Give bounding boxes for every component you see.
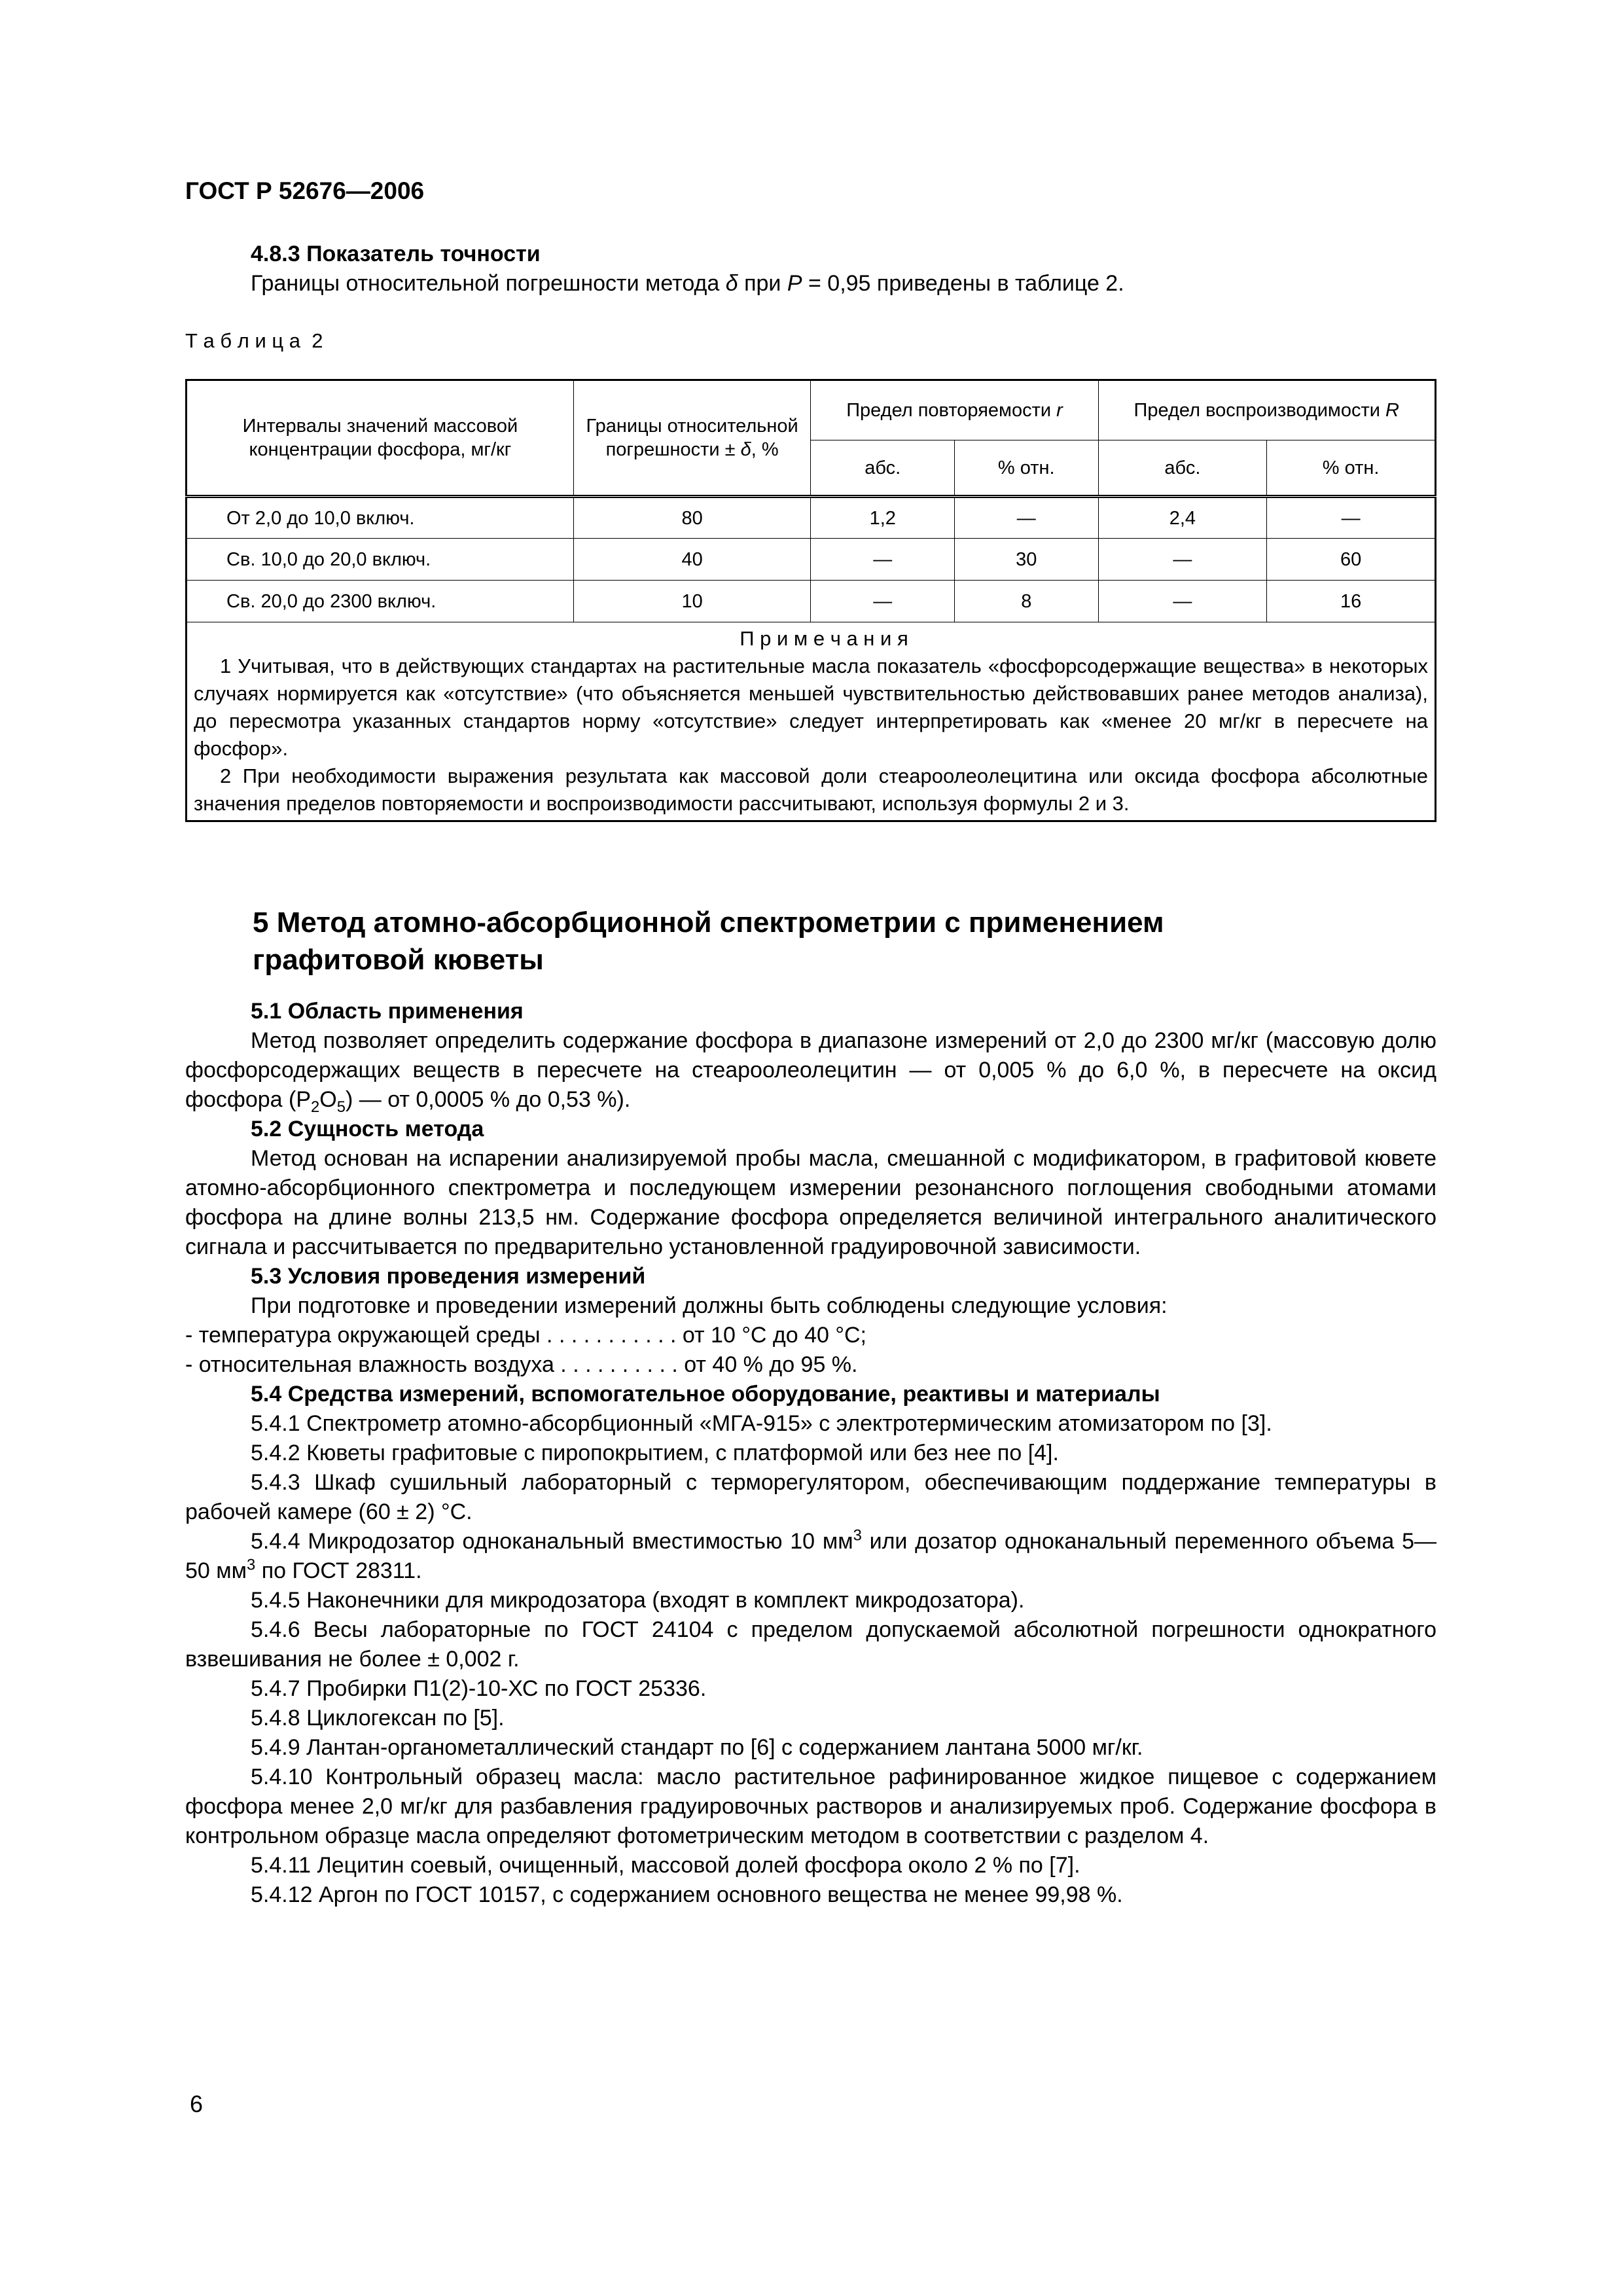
- cell-R-rel: —: [1267, 497, 1436, 539]
- cell-R-rel: 60: [1267, 539, 1436, 581]
- page-number: 6: [190, 2090, 204, 2117]
- para-5-4-5: 5.4.5 Наконечники для микродозатора (входят в комплект микродозатора).: [251, 1588, 1025, 1613]
- section-5-heading: 5 Метод атомно-абсорбционной спектрометрии с применением графитовой кюветы: [253, 906, 1164, 976]
- note-2: 2 При необходимости выражения результата как массовой доли стеароолеолецитина или оксида фосфора абсолютные значения пределов повторяемости и воспроизводимости рассчитывают, используя формулы 2 и 3.: [194, 764, 1428, 815]
- section-483-heading: 4.8.3 Показатель точности: [251, 242, 541, 266]
- table-notes: [187, 622, 1436, 821]
- cell-R-abs: —: [1098, 581, 1267, 622]
- para-5-4-11: 5.4.11 Лецитин соевый, очищенный, массовой долей фосфора около 2 % по [7].: [251, 1853, 1080, 1878]
- subcol-R-abs: абс.: [1098, 440, 1267, 497]
- para-5-4-9: 5.4.9 Лантан-органометаллический стандарт по [6] с содержанием лантана 5000 мг/кг.: [251, 1735, 1143, 1760]
- section-54-heading: 5.4 Средства измерений, вспомогательное оборудование, реактивы и материалы: [251, 1382, 1160, 1407]
- doc-header: ГОСТ Р 52676—2006: [185, 177, 425, 204]
- section-53-heading: 5.3 Условия проведения измерений: [251, 1264, 646, 1289]
- col-header-error: Границы относительной погрешности ± δ, %: [573, 380, 811, 497]
- para-5-2: Метод основан на испарении анализируемой пробы масла, смешанной с модификатором, в графитовой кювете атомно-абсорбционного спектрометра и последующем измерении резонансного поглощения свободными атомами фосфора на длине волны 213,5 нм. Содержание фосфора определяется величиной интегрального аналитического сигнала и рассчитывается по предварительно установленной градуировочной зависимости.: [185, 1146, 1436, 1259]
- cell-R-abs: 2,4: [1098, 497, 1267, 539]
- subcol-r-abs: абс.: [811, 440, 955, 497]
- cell-r-rel: 8: [955, 581, 1099, 622]
- para-5-4-7: 5.4.7 Пробирки П1(2)-10-ХС по ГОСТ 25336.: [251, 1676, 707, 1701]
- table-header: [187, 380, 1436, 497]
- para-5-4-3: 5.4.3 Шкаф сушильный лабораторный с терморегулятором, обеспечивающим поддержание температуры в рабочей камере (60 ± 2) °С.: [185, 1470, 1436, 1524]
- cell-r-abs: 1,2: [811, 497, 955, 539]
- cell-error: 40: [573, 539, 811, 581]
- cell-r-rel: 30: [955, 539, 1099, 581]
- table-row: [187, 497, 1436, 539]
- cell-interval: Св. 20,0 до 2300 включ.: [187, 581, 574, 622]
- col-header-repeatability: Предел повторяемости r: [811, 380, 1098, 440]
- para-5-4-1: 5.4.1 Спектрометр атомно-абсорбционный «МГА-915» с электротермическим атомизатором по [3].: [251, 1411, 1272, 1436]
- section-52-heading: 5.2 Сущность метода: [251, 1117, 484, 1141]
- table-row: [187, 539, 1436, 581]
- para-5-3-intro: При подготовке и проведении измерений должны быть соблюдены следующие условия:: [251, 1293, 1168, 1318]
- condition-temperature: - температура окружающей среды . . . . . . . . . . . от 10 °С до 40 °С;: [185, 1323, 866, 1348]
- cell-interval: Св. 10,0 до 20,0 включ.: [187, 539, 574, 581]
- subcol-r-rel: % отн.: [955, 440, 1099, 497]
- note-1: 1 Учитывая, что в действующих стандартах на растительные масла показатель «фосфорсодержащие вещества» в некоторых случаях нормируется как «отсутствие» (что объясняется меньшей чувствительностью действовавших ранее методов анализа), до пересмотра указанных стандартов норму «отсутствие» следует интерпретировать как «менее 20 мг/кг в пересчете на фосфор».: [194, 655, 1428, 760]
- para-5-4-8: 5.4.8 Циклогексан по [5].: [251, 1706, 505, 1731]
- para-5-4-12: 5.4.12 Аргон по ГОСТ 10157, с содержанием основного вещества не менее 99,98 %.: [251, 1882, 1123, 1907]
- para-5-4-10: 5.4.10 Контрольный образец масла: масло растительное рафинированное жидкое пищевое с содержанием фосфора менее 2,0 мг/кг для разбавления градуировочных растворов и анализируемых проб. Содержание фосфора в контрольном образце масла определяют фотометрическим методом в соответствии с разделом 4.: [185, 1765, 1436, 1848]
- cell-R-abs: —: [1098, 539, 1267, 581]
- section-483-intro: Границы относительной погрешности метода δ при P = 0,95 приведены в таблице 2.: [251, 271, 1124, 296]
- col-header-interval: Интервалы значений массовой концентрации фосфора, мг/кг: [187, 380, 574, 497]
- para-5-4-6: 5.4.6 Весы лабораторные по ГОСТ 24104 с пределом допускаемой абсолютной погрешности однократного взвешивания не более ± 0,002 г.: [185, 1617, 1436, 1672]
- condition-humidity: - относительная влажность воздуха . . . . . . . . . . от 40 % до 95 %.: [185, 1352, 858, 1377]
- col-header-reproducibility: Предел воспроизводимости R: [1098, 380, 1435, 440]
- para-5-4-2: 5.4.2 Кюветы графитовые с пиропокрытием, с платформой или без нее по [4].: [251, 1441, 1059, 1465]
- para-5-4-4: 5.4.4 Микродозатор одноканальный вместимостью 10 $мм^3$ или дозатор одноканальный переменного объема 5—50 $мм^3$ по ГОСТ 28311.: [185, 1526, 1437, 1583]
- section-51-heading: 5.1 Область применения: [251, 999, 524, 1024]
- cell-error: 80: [573, 497, 811, 539]
- cell-r-abs: —: [811, 581, 955, 622]
- notes-cell: [187, 622, 1436, 821]
- table-row: [187, 581, 1436, 622]
- cell-interval: От 2,0 до 10,0 включ.: [187, 497, 574, 539]
- cell-R-rel: 16: [1267, 581, 1436, 622]
- cell-r-rel: —: [955, 497, 1099, 539]
- notes-label: П р и м е ч а н и я: [740, 627, 908, 650]
- table-caption: Т а б л и ц а 2: [185, 329, 323, 352]
- cell-r-abs: —: [811, 539, 955, 581]
- table-body: [187, 497, 1436, 622]
- para-5-1: Метод позволяет определить содержание фосфора в диапазоне измерений от 2,0 до 2300 мг/кг (массовую долю фосфорсодержащих веществ в пересчете на стеароолеолецитин — от 0,005 % до 6,0 %, в пересчете на оксид фосфора $(P_2O_5)$ — от 0,0005 % до 0,53 %).: [185, 1028, 1436, 1116]
- cell-error: 10: [573, 581, 811, 622]
- table-2: [185, 379, 1436, 822]
- subcol-R-rel: % отн.: [1267, 440, 1436, 497]
